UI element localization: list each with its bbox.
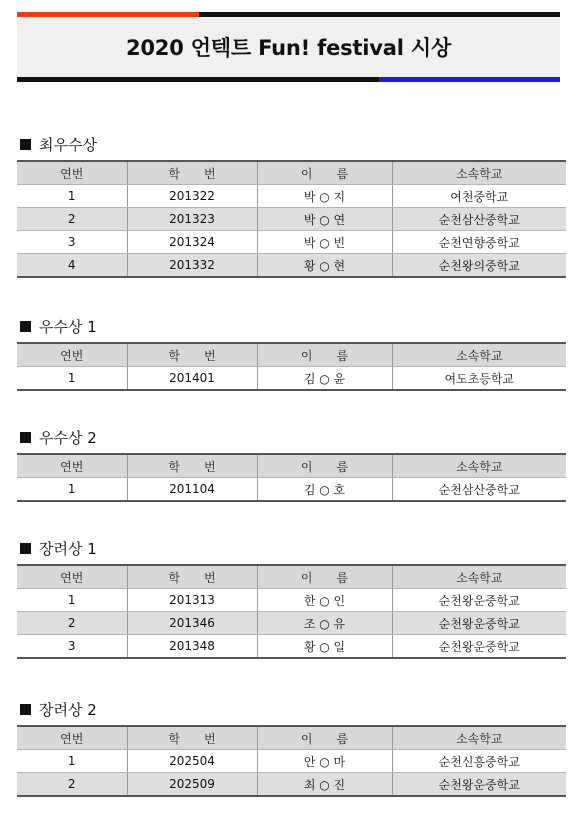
- cell-name: 박 ○ 지: [257, 185, 392, 208]
- cell-number: 1: [17, 478, 127, 502]
- cell-student-id: 201324: [127, 231, 257, 254]
- cell-number: 3: [17, 231, 127, 254]
- title-bottom-bar: [17, 77, 560, 82]
- cell-number: 1: [17, 367, 127, 391]
- table-row: [17, 750, 566, 773]
- cell-name: 김 ○ 윤: [257, 367, 392, 391]
- table-row: [17, 367, 566, 391]
- table-header-row: [17, 454, 566, 478]
- header-name: 이 름: [257, 161, 392, 185]
- cell-student-id: 202504: [127, 750, 257, 773]
- header-name: 이 름: [257, 726, 392, 750]
- black-square-icon: [20, 432, 31, 443]
- header-school: 소속학교: [392, 343, 566, 367]
- table-row: [17, 589, 566, 612]
- section-heading: [17, 537, 566, 559]
- section-excellence-1: [17, 315, 566, 391]
- cell-school: 순천연향중학교: [392, 231, 566, 254]
- cell-number: 2: [17, 773, 127, 797]
- cell-name: 박 ○ 연: [257, 208, 392, 231]
- cell-school: 여천중학교: [392, 185, 566, 208]
- table-row: [17, 254, 566, 278]
- cell-school: 순천신흥중학교: [392, 750, 566, 773]
- table-row: [17, 612, 566, 635]
- header-school: 소속학교: [392, 454, 566, 478]
- header-school: 소속학교: [392, 726, 566, 750]
- section-title: 우수상 1: [39, 317, 97, 336]
- header-name: 이 름: [257, 343, 392, 367]
- cell-number: 4: [17, 254, 127, 278]
- header-student-id: 학 번: [127, 726, 257, 750]
- cell-name: 박 ○ 빈: [257, 231, 392, 254]
- cell-name: 황 ○ 일: [257, 635, 392, 659]
- header-student-id: 학 번: [127, 454, 257, 478]
- table-row: [17, 635, 566, 659]
- black-square-icon: [20, 139, 31, 150]
- cell-school: 순천삼산중학교: [392, 478, 566, 502]
- cell-student-id: 201346: [127, 612, 257, 635]
- award-table: [17, 342, 566, 391]
- header-name: 이 름: [257, 565, 392, 589]
- award-table: [17, 160, 566, 278]
- section-heading: [17, 315, 566, 337]
- award-table: [17, 725, 566, 797]
- table-header-row: [17, 343, 566, 367]
- section-excellence-2: [17, 426, 566, 502]
- cell-school: 순천왕의중학교: [392, 254, 566, 278]
- award-table: [17, 453, 566, 502]
- table-row: [17, 773, 566, 797]
- cell-student-id: 201401: [127, 367, 257, 391]
- header-number: 연번: [17, 565, 127, 589]
- header-number: 연번: [17, 454, 127, 478]
- bottom-bar-accent: [379, 77, 560, 82]
- header-number: 연번: [17, 343, 127, 367]
- header-number: 연번: [17, 161, 127, 185]
- table-row: [17, 478, 566, 502]
- section-heading: [17, 426, 566, 448]
- header-school: 소속학교: [392, 161, 566, 185]
- cell-number: 2: [17, 208, 127, 231]
- cell-number: 2: [17, 612, 127, 635]
- cell-student-id: 201332: [127, 254, 257, 278]
- black-square-icon: [20, 321, 31, 332]
- section-heading: [17, 698, 566, 720]
- cell-number: 1: [17, 589, 127, 612]
- cell-student-id: 202509: [127, 773, 257, 797]
- cell-school: 순천삼산중학교: [392, 208, 566, 231]
- section-encouragement-1: [17, 537, 566, 659]
- header-number: 연번: [17, 726, 127, 750]
- cell-school: 순천왕운중학교: [392, 612, 566, 635]
- table-row: [17, 231, 566, 254]
- cell-number: 3: [17, 635, 127, 659]
- cell-name: 안 ○ 마: [257, 750, 392, 773]
- cell-student-id: 201313: [127, 589, 257, 612]
- cell-name: 황 ○ 현: [257, 254, 392, 278]
- header-student-id: 학 번: [127, 343, 257, 367]
- cell-student-id: 201322: [127, 185, 257, 208]
- black-square-icon: [20, 543, 31, 554]
- page-title: 2020 언텍트 Fun! festival 시상: [125, 36, 452, 60]
- section-grand-prize: [17, 133, 566, 278]
- cell-school: 순천왕운중학교: [392, 635, 566, 659]
- section-heading: [17, 133, 566, 155]
- cell-number: 1: [17, 750, 127, 773]
- title-box: [17, 17, 560, 77]
- bottom-bar-dark: [17, 77, 379, 82]
- cell-name: 최 ○ 진: [257, 773, 392, 797]
- cell-number: 1: [17, 185, 127, 208]
- cell-student-id: 201104: [127, 478, 257, 502]
- table-header-row: [17, 565, 566, 589]
- cell-name: 조 ○ 유: [257, 612, 392, 635]
- table-row: [17, 185, 566, 208]
- header-student-id: 학 번: [127, 565, 257, 589]
- title-banner: [17, 12, 560, 82]
- cell-student-id: 201323: [127, 208, 257, 231]
- cell-school: 여도초등학교: [392, 367, 566, 391]
- cell-name: 김 ○ 호: [257, 478, 392, 502]
- header-student-id: 학 번: [127, 161, 257, 185]
- cell-school: 순천왕운중학교: [392, 589, 566, 612]
- cell-student-id: 201348: [127, 635, 257, 659]
- section-title: 장려상 2: [39, 700, 97, 719]
- section-title: 장려상 1: [39, 539, 97, 558]
- black-square-icon: [20, 704, 31, 715]
- cell-name: 한 ○ 인: [257, 589, 392, 612]
- cell-school: 순천왕운중학교: [392, 773, 566, 797]
- header-school: 소속학교: [392, 565, 566, 589]
- table-header-row: [17, 161, 566, 185]
- table-row: [17, 208, 566, 231]
- section-title: 우수상 2: [39, 428, 97, 447]
- section-title: 최우수상: [39, 135, 97, 154]
- table-header-row: [17, 726, 566, 750]
- header-name: 이 름: [257, 454, 392, 478]
- section-encouragement-2: [17, 698, 566, 797]
- award-table: [17, 564, 566, 659]
